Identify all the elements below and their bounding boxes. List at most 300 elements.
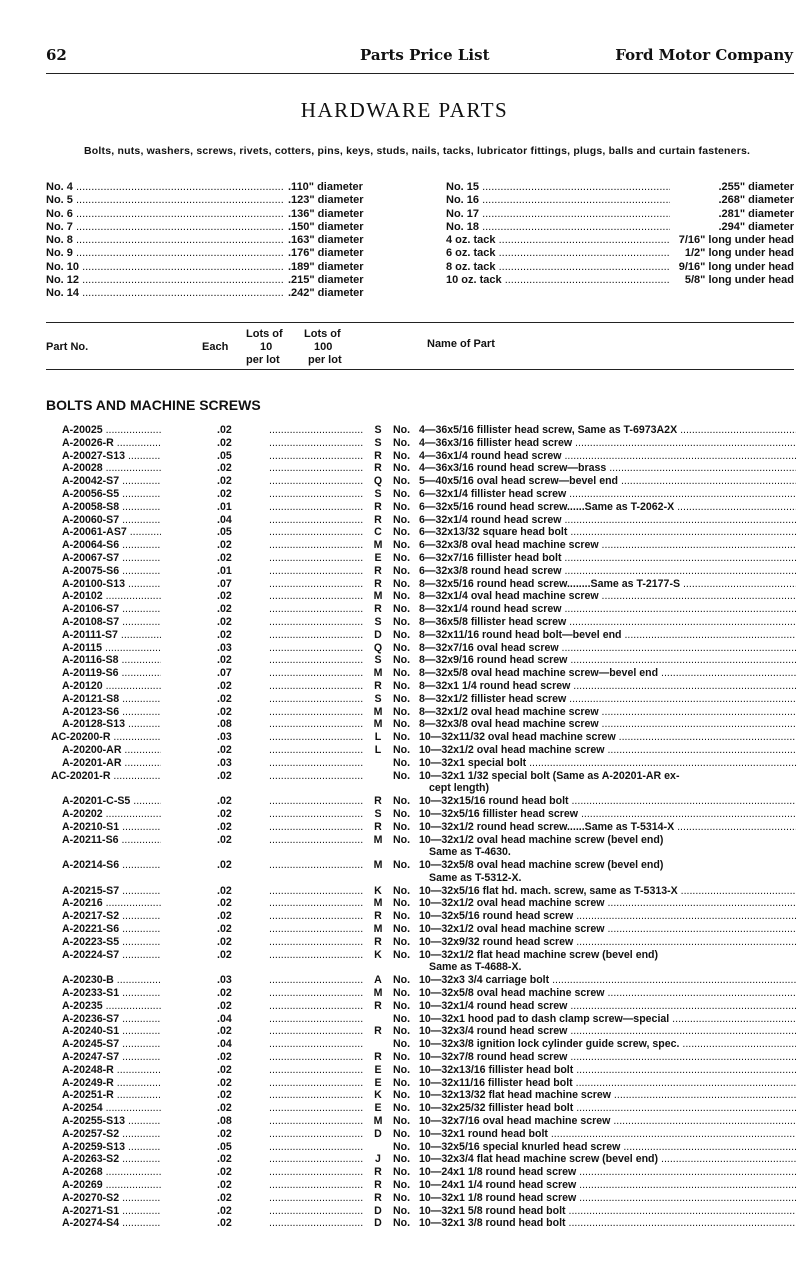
type-code: S — [374, 807, 382, 820]
col-lots10-line1: Lots of — [246, 328, 283, 340]
price-each: .02 — [217, 628, 232, 641]
table-row — [46, 949, 796, 975]
part-name-cell — [419, 1115, 796, 1128]
table-row — [46, 885, 796, 898]
lot-price-leader — [269, 910, 363, 923]
part-number: A-20111-S7 ..... — [46, 629, 161, 642]
price-each: .02 — [217, 603, 232, 616]
table-row — [46, 667, 796, 680]
size-prefix: No. — [393, 475, 411, 488]
column-header-bottom-rule — [46, 369, 794, 370]
size-prefix: No. — [393, 1038, 411, 1051]
size-prefix: No. — [393, 1179, 411, 1192]
part-name-cell — [419, 629, 796, 642]
part-number: A-20235 ..... — [46, 1000, 161, 1013]
size-prefix: No. — [393, 935, 411, 948]
part-name-cell — [419, 1102, 796, 1115]
lot-price-leader — [269, 603, 363, 616]
lot-price-leader — [269, 488, 363, 501]
price-each: .08 — [217, 718, 232, 731]
size-value: 9/16" long under head — [678, 260, 794, 273]
table-row — [46, 514, 796, 527]
price-each: .02 — [217, 1076, 232, 1089]
size-row — [46, 221, 398, 234]
price-each: .05 — [217, 526, 232, 539]
size-prefix: No. — [393, 1102, 411, 1115]
size-label: No. 8 ..... — [46, 234, 284, 247]
size-prefix: No. — [393, 705, 411, 718]
part-name-cell — [419, 539, 796, 552]
part-name: 6—32x13/32 square head bolt — [419, 526, 568, 539]
lot-price-leader — [269, 808, 363, 821]
part-name-cell — [419, 1077, 796, 1090]
part-number: A-20108-S7 ..... — [46, 616, 161, 629]
price-each: .02 — [217, 654, 232, 667]
size-row — [446, 181, 794, 194]
part-name-cell — [419, 897, 796, 910]
lot-price-leader — [269, 1051, 363, 1064]
lot-price-leader — [269, 667, 363, 680]
size-value: .255" diameter — [718, 181, 794, 193]
part-name: 10—32x5/16 fillister head screw — [419, 807, 578, 820]
part-name: 8—32x3/8 oval head machine screw — [419, 718, 599, 731]
price-each: .02 — [217, 1127, 232, 1140]
part-number: A-20120 ..... — [46, 680, 161, 693]
part-name: 10—32x1/2 oval head machine screw — [419, 897, 605, 910]
part-name: 8—36x5/8 fillister head screw — [419, 615, 567, 628]
part-name: 6—32x5/16 round head screw......Same as T-2062-X — [419, 500, 675, 513]
part-number: A-20121-S8 ..... — [46, 693, 161, 706]
size-prefix: No. — [393, 987, 411, 1000]
lot-price-leader — [269, 936, 363, 949]
size-prefix: No. — [393, 1115, 411, 1128]
part-name: 10—32x1 3/8 round head bolt — [419, 1217, 566, 1230]
lot-price-leader — [269, 1115, 363, 1128]
part-number: A-20064-S6 ..... — [46, 539, 161, 552]
part-name-cell — [419, 552, 796, 565]
part-name: 10—32x5/16 round head screw — [419, 910, 574, 923]
type-code: M — [373, 539, 383, 552]
part-name-cell — [419, 1179, 796, 1192]
price-each: .02 — [217, 935, 232, 948]
part-number: A-20217-S2 ..... — [46, 910, 161, 923]
part-name: 10—32x5/16 special knurled head screw — [419, 1140, 621, 1153]
part-number: A-20116-S8 ..... — [46, 654, 161, 667]
table-row — [46, 1192, 796, 1205]
part-number: A-20255-S13 ..... — [46, 1115, 161, 1128]
price-each: .01 — [217, 500, 232, 513]
lot-price-leader — [269, 1217, 363, 1230]
lot-price-leader — [269, 949, 363, 975]
size-prefix: No. — [393, 948, 411, 961]
part-name-cell — [419, 795, 796, 808]
header-right-title: Ford Motor Company — [615, 46, 793, 64]
table-row — [46, 936, 796, 949]
part-number: A-20075-S6 ..... — [46, 565, 161, 578]
size-prefix: No. — [393, 500, 411, 513]
type-code: M — [373, 1115, 383, 1128]
part-name: 10—32x3 3/4 carriage bolt — [419, 974, 550, 987]
size-value: .150" diameter — [288, 220, 364, 233]
size-table-right — [446, 181, 794, 287]
size-prefix: No. — [393, 1140, 411, 1153]
col-lots100-line3: per lot — [308, 354, 342, 366]
lot-price-leader — [269, 437, 363, 450]
lot-price-leader — [269, 1153, 363, 1166]
type-code: R — [374, 795, 382, 808]
part-number: A-20200-AR ..... — [46, 744, 161, 757]
parts-list — [46, 424, 796, 1230]
size-prefix: No. — [393, 1089, 411, 1102]
part-name-cell — [419, 744, 796, 757]
part-name-cell — [419, 1153, 796, 1166]
part-number: A-20056-S5 ..... — [46, 488, 161, 501]
part-name: 10—32x9/32 round head screw — [419, 935, 574, 948]
col-lots10-line2: 10 — [260, 341, 273, 353]
type-code — [363, 1038, 393, 1051]
type-code: M — [373, 859, 383, 872]
price-each: .03 — [217, 641, 232, 654]
part-name-cell — [419, 1064, 796, 1077]
size-prefix: No. — [393, 1012, 411, 1025]
size-value: .136" diameter — [288, 207, 364, 220]
part-name: 10—32x15/16 round head bolt — [419, 795, 569, 808]
size-prefix: No. — [393, 1191, 411, 1204]
size-prefix: No. — [393, 603, 411, 616]
lot-price-leader — [269, 642, 363, 655]
part-name-cell — [419, 949, 796, 975]
part-number: A-20210-S1 ..... — [46, 821, 161, 834]
part-name-cell — [419, 1166, 796, 1179]
type-code: S — [374, 424, 382, 436]
lot-price-leader — [269, 1192, 363, 1205]
table-row — [46, 731, 796, 744]
price-each: .02 — [217, 705, 232, 718]
part-number: A-20042-S7 ..... — [46, 475, 161, 488]
part-name-cell — [419, 565, 796, 578]
price-each: .02 — [217, 692, 232, 705]
part-name-cell — [419, 475, 796, 488]
part-name-cell — [419, 654, 796, 667]
price-each: .02 — [217, 487, 232, 500]
type-code: J — [375, 1153, 381, 1166]
size-row — [46, 208, 398, 221]
size-label: No. 17 ..... — [446, 208, 670, 221]
lot-price-leader — [269, 923, 363, 936]
size-prefix: No. — [393, 654, 411, 667]
part-name-cell — [419, 731, 796, 744]
lot-price-leader — [269, 1102, 363, 1115]
part-name: 4—36x3/16 round head screw—brass — [419, 462, 607, 475]
type-code: L — [374, 731, 382, 744]
part-name-cell — [419, 718, 796, 731]
part-name: 10—24x1 1/4 round head screw — [419, 1179, 577, 1192]
table-row — [46, 603, 796, 616]
size-label: 10 oz. tack ..... — [446, 274, 670, 287]
part-name-cell — [419, 1128, 796, 1141]
price-each: .02 — [217, 987, 232, 1000]
price-each: .02 — [217, 1025, 232, 1038]
size-prefix: No. — [393, 769, 411, 782]
type-code — [363, 770, 393, 796]
price-each: .02 — [217, 948, 232, 961]
part-name: 10—32x1/4 round head screw — [419, 999, 568, 1012]
size-prefix: No. — [393, 462, 411, 475]
table-row — [46, 693, 796, 706]
size-value: .294" diameter — [718, 220, 794, 233]
lot-price-leader — [269, 693, 363, 706]
table-row — [46, 910, 796, 923]
size-prefix: No. — [393, 718, 411, 731]
part-number: A-20249-R ..... — [46, 1077, 161, 1090]
part-number: A-20106-S7 ..... — [46, 603, 161, 616]
size-prefix: No. — [393, 833, 411, 846]
part-number: A-20060-S7 ..... — [46, 514, 161, 527]
price-each: .02 — [217, 1166, 232, 1179]
part-name: 5—40x5/16 oval head screw—bevel end — [419, 475, 619, 488]
part-name-cell — [419, 667, 796, 680]
part-name: 10—32x5/8 oval head machine screw — [419, 987, 605, 1000]
price-each: .07 — [217, 577, 232, 590]
price-each: .02 — [217, 539, 232, 552]
lot-price-leader — [269, 1025, 363, 1038]
part-name-continuation: Same as T-5312-X. — [429, 871, 522, 884]
part-name-cell — [419, 424, 796, 437]
part-number: A-20236-S7 ..... — [46, 1013, 161, 1026]
page-title: HARDWARE PARTS — [300, 98, 509, 122]
size-label: No. 18 ..... — [446, 221, 670, 234]
size-row — [46, 194, 398, 207]
part-number: A-20211-S6 ..... — [46, 834, 161, 860]
table-row — [46, 642, 796, 655]
size-label: No. 16 ..... — [446, 194, 670, 207]
price-each: .03 — [217, 731, 232, 744]
type-code — [363, 757, 393, 770]
table-row — [46, 974, 796, 987]
size-value: .110" diameter — [288, 181, 363, 193]
table-row — [46, 462, 796, 475]
part-name-cell — [419, 462, 796, 475]
part-number: A-20221-S6 ..... — [46, 923, 161, 936]
price-each: .02 — [217, 436, 232, 449]
part-name-cell — [419, 821, 796, 834]
size-prefix: No. — [393, 910, 411, 923]
price-each: .05 — [217, 449, 232, 462]
price-each: .02 — [217, 1217, 232, 1230]
size-label: 4 oz. tack ..... — [446, 234, 670, 247]
size-row — [46, 247, 398, 260]
size-label: No. 7 ..... — [46, 221, 284, 234]
lot-price-leader — [269, 1000, 363, 1013]
type-code: D — [374, 1217, 382, 1230]
price-each: .02 — [217, 424, 232, 436]
size-row — [46, 274, 398, 287]
part-number: A-20128-S13 ..... — [46, 718, 161, 731]
price-each: .02 — [217, 1191, 232, 1204]
table-row — [46, 1051, 796, 1064]
part-name-cell — [419, 1000, 796, 1013]
type-code: D — [374, 1204, 382, 1217]
part-name-cell — [419, 834, 796, 860]
table-row — [46, 1205, 796, 1218]
type-code: S — [374, 692, 382, 705]
type-code: L — [374, 743, 382, 756]
part-name: 10—32x1 1/32 special bolt (Same as A-20201-AR ex- — [419, 769, 680, 782]
part-name: 4—36x3/16 fillister head screw — [419, 436, 573, 449]
lot-price-leader — [269, 1141, 363, 1154]
part-number: A-20259-S13 ..... — [46, 1141, 161, 1154]
size-prefix: No. — [393, 731, 411, 744]
table-row — [46, 1153, 796, 1166]
type-code: R — [374, 1051, 382, 1064]
part-name-cell — [419, 910, 796, 923]
lot-price-leader — [269, 757, 363, 770]
lot-price-leader — [269, 654, 363, 667]
part-name-cell — [419, 885, 796, 898]
table-row — [46, 1025, 796, 1038]
table-row — [46, 1038, 796, 1051]
part-name-cell — [419, 501, 796, 514]
table-row — [46, 821, 796, 834]
table-row — [46, 1102, 796, 1115]
header-center-title: Parts Price List — [360, 46, 490, 64]
part-name: 10—32x1/2 round head screw......Same as T-5314-X — [419, 820, 675, 833]
price-each: .01 — [217, 564, 232, 577]
part-name: 10—32x1/2 flat head machine screw (bevel end) — [419, 948, 659, 961]
part-name: 8—32x5/16 round head screw........Same as T-2177-S — [419, 577, 681, 590]
part-number: A-20263-S2 ..... — [46, 1153, 161, 1166]
part-number: A-20100-S13 ..... — [46, 578, 161, 591]
table-row — [46, 680, 796, 693]
lot-price-leader — [269, 424, 363, 437]
table-row — [46, 744, 796, 757]
type-code — [363, 1141, 393, 1154]
size-prefix: No. — [393, 615, 411, 628]
part-number: A-20251-R ..... — [46, 1089, 161, 1102]
lot-price-leader — [269, 1179, 363, 1192]
header-rule — [46, 73, 794, 74]
size-prefix: No. — [393, 974, 411, 987]
price-each: .02 — [217, 551, 232, 564]
col-part-no: Part No. — [46, 341, 89, 353]
col-each: Each — [202, 341, 229, 353]
part-name-cell — [419, 808, 796, 821]
part-name: 8—32x11/16 round head bolt—bevel end — [419, 628, 622, 641]
part-number: A-20254 ..... — [46, 1102, 161, 1115]
size-prefix: No. — [393, 743, 411, 756]
table-row — [46, 629, 796, 642]
part-number: A-20201-AR ..... — [46, 757, 161, 770]
type-code: S — [374, 615, 382, 628]
type-code: D — [374, 1127, 382, 1140]
part-name: 10—32x1/2 oval head machine screw — [419, 743, 605, 756]
size-prefix: No. — [393, 692, 411, 705]
price-each: .04 — [217, 513, 232, 526]
table-row — [46, 718, 796, 731]
type-code: R — [374, 577, 382, 590]
part-name-cell — [419, 987, 796, 1000]
table-row — [46, 424, 796, 437]
lot-price-leader — [269, 590, 363, 603]
size-prefix: No. — [393, 436, 411, 449]
table-row — [46, 590, 796, 603]
size-prefix: No. — [393, 1063, 411, 1076]
table-row — [46, 1077, 796, 1090]
type-code: M — [373, 897, 383, 910]
price-each: .02 — [217, 1102, 232, 1115]
part-number: A-20115 ..... — [46, 642, 161, 655]
type-code: R — [374, 1025, 382, 1038]
part-name-cell — [419, 1051, 796, 1064]
part-name: 8—32x1 1/4 round head screw — [419, 679, 571, 692]
intro-paragraph: Bolts, nuts, washers, screws, rivets, cotters, pins, keys, studs, nails, tacks, lubricator fittings, plugs, balls and curtain fasteners. — [84, 145, 751, 157]
type-code: R — [374, 1166, 382, 1179]
price-each: .02 — [217, 833, 232, 846]
lot-price-leader — [269, 462, 363, 475]
size-prefix: No. — [393, 641, 411, 654]
size-value: .176" diameter — [288, 247, 364, 260]
type-code: R — [374, 1179, 382, 1192]
part-number: A-20257-S2 ..... — [46, 1128, 161, 1141]
table-row — [46, 654, 796, 667]
part-name-cell — [419, 923, 796, 936]
size-label: No. 12 ..... — [46, 274, 284, 287]
table-row — [46, 1217, 796, 1230]
type-code: R — [374, 449, 382, 462]
lot-price-leader — [269, 680, 363, 693]
table-row — [46, 1179, 796, 1192]
part-name-cell — [419, 642, 796, 655]
part-name: 10—32x1 special bolt — [419, 756, 527, 769]
running-header — [46, 46, 793, 68]
part-name: 6—32x3/8 oval head machine screw — [419, 539, 599, 552]
size-prefix: No. — [393, 590, 411, 603]
lot-price-leader — [269, 514, 363, 527]
lot-price-leader — [269, 731, 363, 744]
part-number: A-20067-S7 ..... — [46, 552, 161, 565]
part-number: A-20123-S6 ..... — [46, 706, 161, 719]
part-name-cell — [419, 616, 796, 629]
part-name: 10—32x1 1/8 round head screw — [419, 1191, 577, 1204]
part-name-cell — [419, 1141, 796, 1154]
part-name: 10—32x5/16 flat hd. mach. screw, same as T-5313-X — [419, 884, 678, 897]
part-name: 10—32x1/2 oval head machine screw (bevel end) — [419, 833, 664, 846]
table-row — [46, 450, 796, 463]
part-name-cell — [419, 526, 796, 539]
type-code: K — [374, 948, 382, 961]
part-number: A-20223-S5 ..... — [46, 936, 161, 949]
col-lots100-line1: Lots of — [304, 328, 341, 340]
part-name-cell — [419, 590, 796, 603]
part-name-cell — [419, 514, 796, 527]
price-each: .02 — [217, 1204, 232, 1217]
part-name-cell — [419, 450, 796, 463]
part-name: 4—36x5/16 fillister head screw, Same as T-6973A2X — [419, 424, 678, 436]
lot-price-leader — [269, 450, 363, 463]
price-each: .02 — [217, 859, 232, 872]
price-each: .02 — [217, 1051, 232, 1064]
part-name: 10—32x1 5/8 round head bolt — [419, 1204, 566, 1217]
size-prefix: No. — [393, 667, 411, 680]
part-number: A-20230-B ..... — [46, 974, 161, 987]
table-row — [46, 1000, 796, 1013]
lot-price-leader — [269, 565, 363, 578]
type-code — [363, 1013, 393, 1026]
table-row — [46, 616, 796, 629]
size-value: .163" diameter — [288, 234, 364, 247]
column-header-top-rule — [46, 322, 794, 323]
table-row — [46, 897, 796, 910]
